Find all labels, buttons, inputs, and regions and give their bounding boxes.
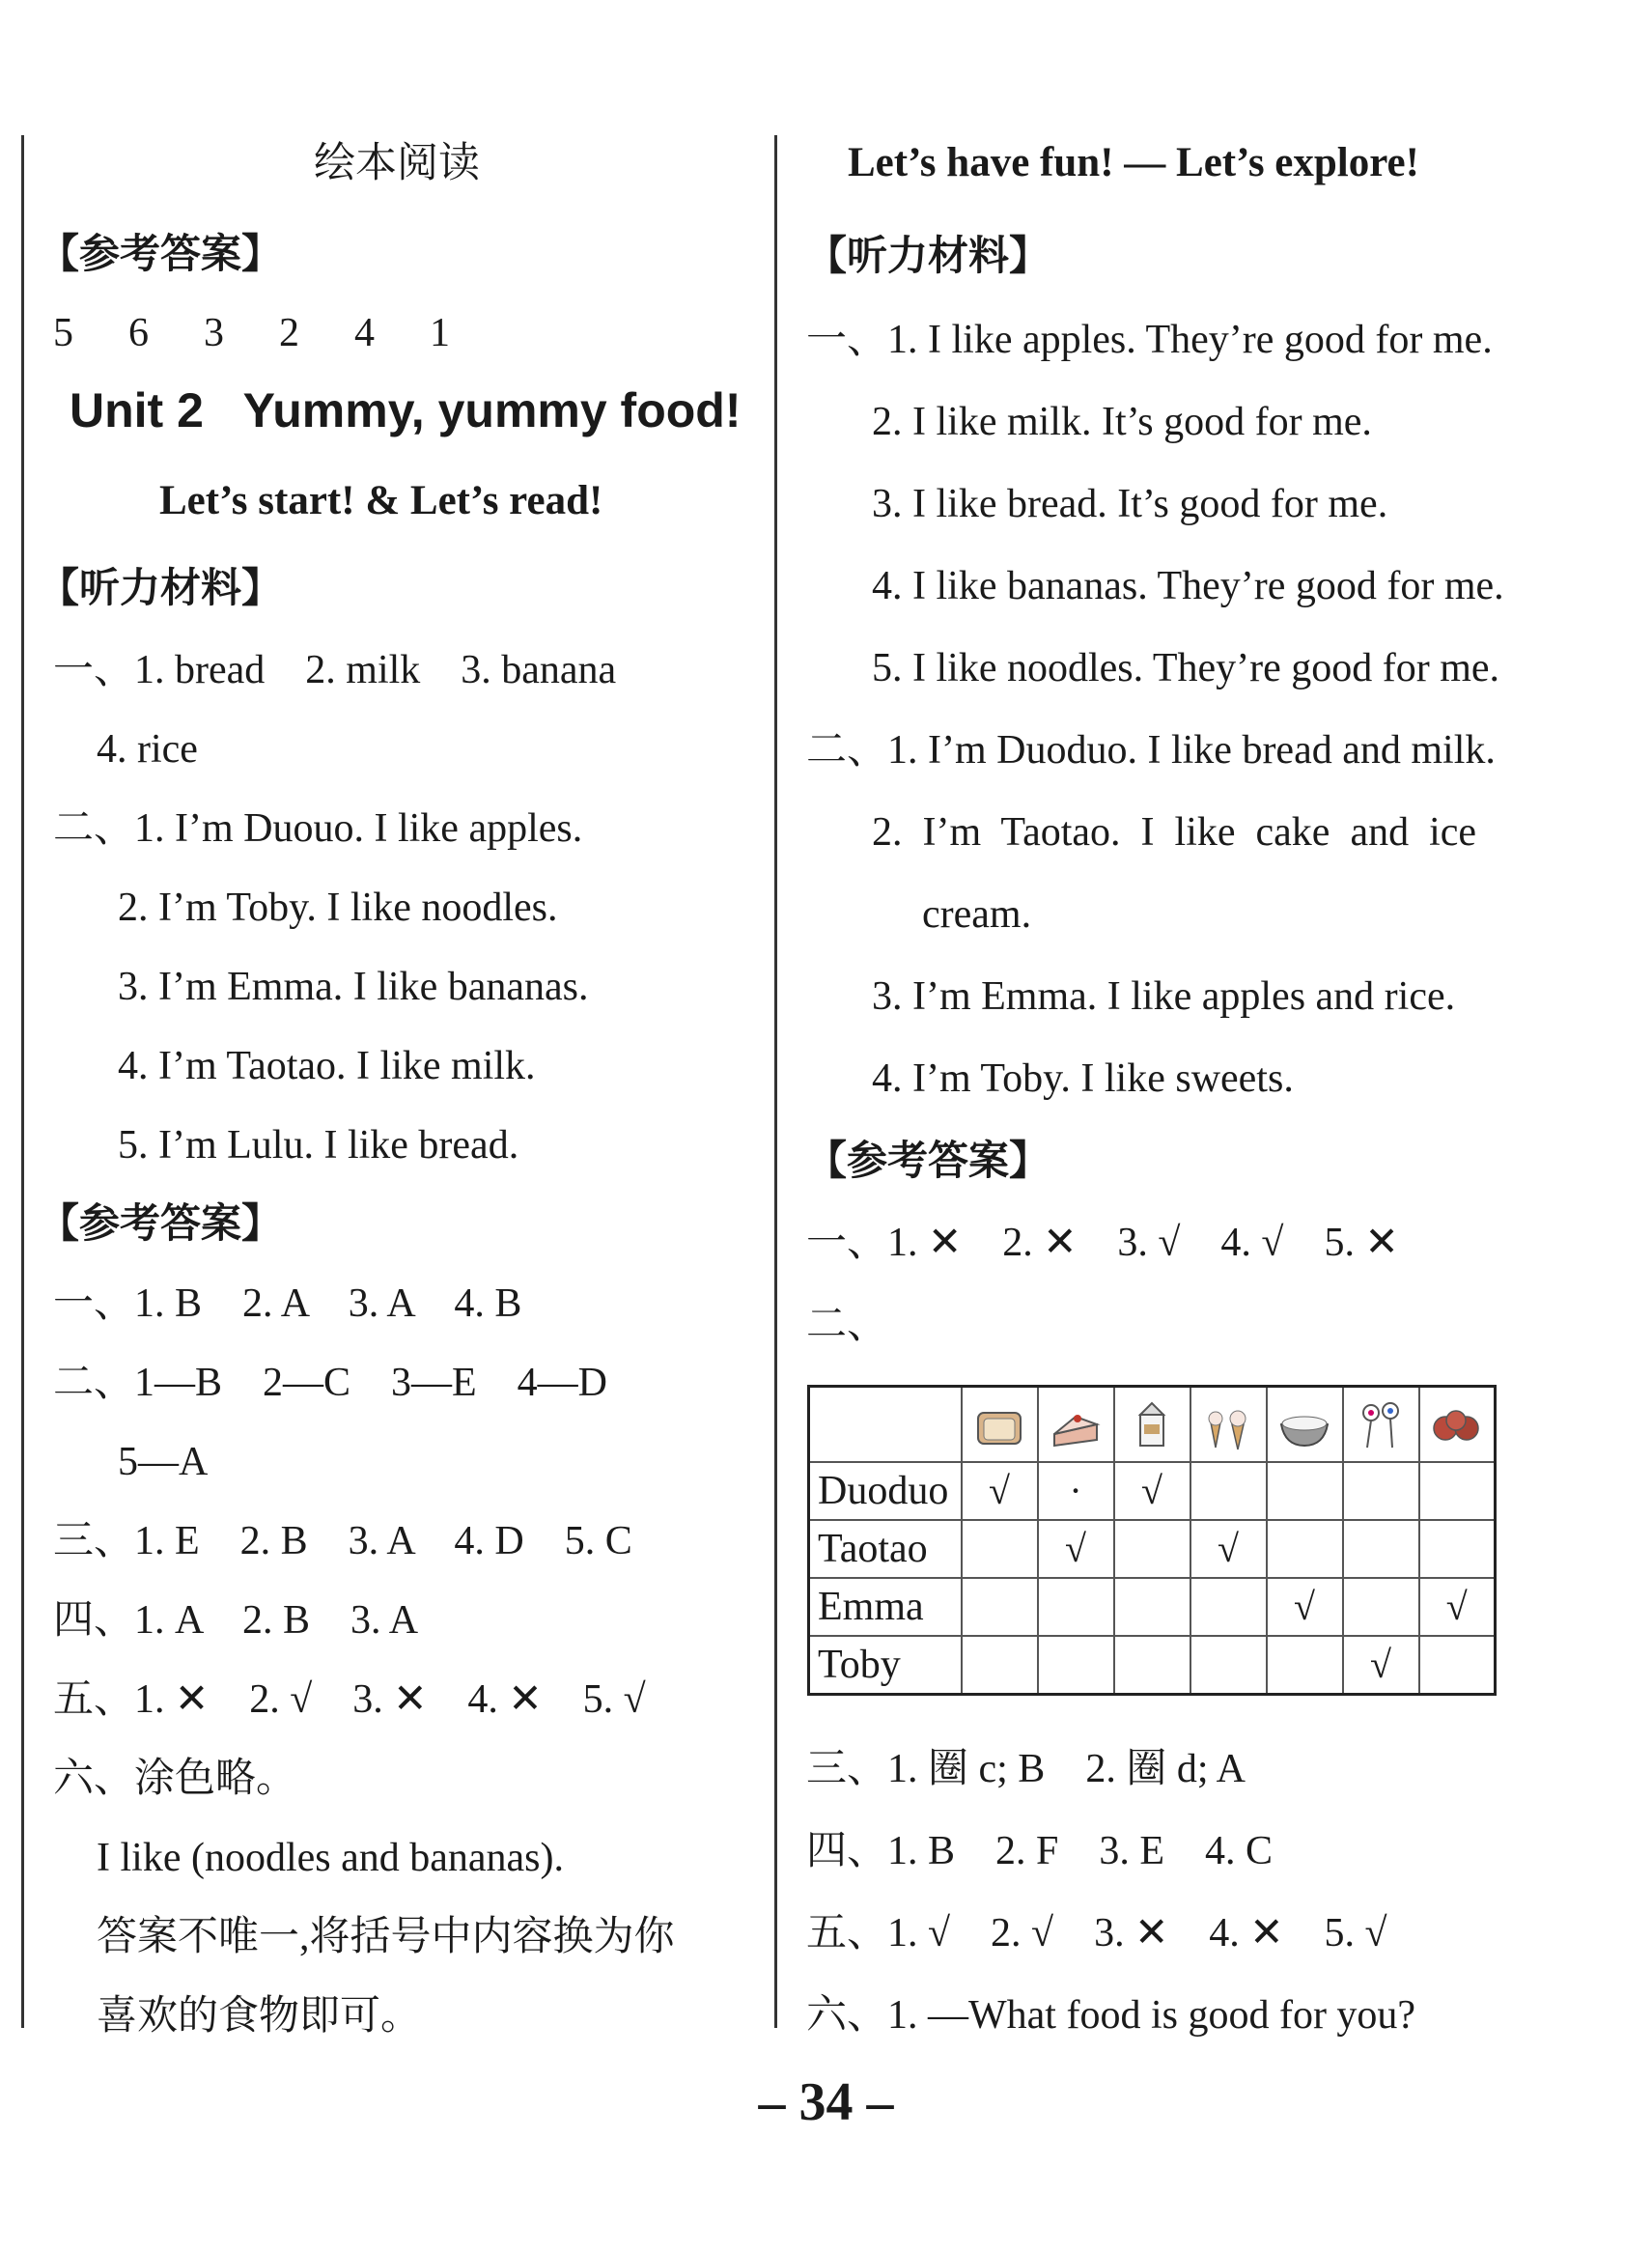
table-row xyxy=(809,1520,1496,1578)
milk-icon xyxy=(1123,1395,1181,1453)
answer-line: 喜欢的食物即可。 xyxy=(97,1994,422,2039)
table-cell xyxy=(1038,1578,1114,1636)
lesson-title-left: Let’s start! & Let’s read! xyxy=(159,478,603,523)
answer-line: 一、1. B 2. A 3. A 4. B xyxy=(53,1281,522,1326)
listening-line: 2. I’m Taotao. I like cake and ice xyxy=(872,810,1477,855)
table-header-cell xyxy=(1114,1387,1190,1462)
column-divider xyxy=(774,135,777,2028)
answer-line: 三、1. E 2. B 3. A 4. D 5. C xyxy=(53,1519,632,1563)
table-cell xyxy=(1114,1636,1190,1695)
answer-line: 答案不唯一,将括号中内容换为你 xyxy=(97,1915,675,1959)
table-cell xyxy=(1038,1636,1114,1695)
listening-line: 4. I’m Toby. I like sweets. xyxy=(872,1056,1294,1101)
table-row xyxy=(809,1636,1496,1695)
table-cell xyxy=(962,1520,1038,1578)
row-name: Taotao xyxy=(809,1520,962,1578)
listening-line: 2. I like milk. It’s good for me. xyxy=(872,400,1372,444)
table-cell xyxy=(1419,1636,1496,1695)
picture-book-title: 绘本阅读 xyxy=(314,139,480,187)
listening-line: 5. I’m Lulu. I like bread. xyxy=(118,1123,519,1168)
unit-title: Unit 2 Yummy, yummy food! xyxy=(70,383,742,437)
listening-line: 3. I like bread. It’s good for me. xyxy=(872,482,1388,526)
listening-line: 5. I like noodles. They’re good for me. xyxy=(872,646,1500,690)
table-cell: √ xyxy=(1038,1520,1114,1578)
answer-line: 5—A xyxy=(118,1440,209,1484)
answer-line: I like (noodles and bananas). xyxy=(97,1836,565,1880)
answer-line: 四、1. A 2. B 3. A xyxy=(53,1598,419,1643)
answer-line: 五、1. ✕ 2. √ 3. ✕ 4. ✕ 5. √ xyxy=(53,1677,646,1722)
listening-line: 3. I’m Emma. I like bananas. xyxy=(118,965,589,1009)
answer-line: 六、涂色略。 xyxy=(53,1757,297,1801)
answer-line: 六、1. —What food is good for you? xyxy=(806,1993,1416,2038)
cake-icon xyxy=(1047,1395,1105,1453)
row-name: Toby xyxy=(809,1636,962,1695)
table-header-row xyxy=(809,1387,1496,1462)
answer-line: 四、1. B 2. F 3. E 4. C xyxy=(806,1829,1274,1873)
table-cell: √ xyxy=(1190,1520,1267,1578)
table-cell: √ xyxy=(1419,1578,1496,1636)
answer-line: 二、1—B 2—C 3—E 4—D xyxy=(53,1361,608,1405)
table-cell xyxy=(1190,1578,1267,1636)
table-cell xyxy=(1343,1578,1419,1636)
listening-line: 二、1. I’m Duoduo. I like bread and milk. xyxy=(806,728,1496,773)
food-preference-table xyxy=(807,1385,1497,1696)
answers-heading-left: 【参考答案】 xyxy=(39,1199,283,1247)
answer-line: 三、1. 圈 c; B 2. 圈 d; A xyxy=(806,1747,1246,1791)
lesson-title-right: Let’s have fun! — Let’s explore! xyxy=(848,140,1419,185)
table-header-cell xyxy=(1419,1387,1496,1462)
table-cell: √ xyxy=(962,1462,1038,1520)
table-header-cell xyxy=(1267,1387,1343,1462)
table-header-cell xyxy=(1190,1387,1267,1462)
table-cell xyxy=(1267,1520,1343,1578)
listening-line: 2. I’m Toby. I like noodles. xyxy=(118,886,558,930)
listening-heading-right: 【听力材料】 xyxy=(806,232,1050,279)
answer-line: 一、1. ✕ 2. ✕ 3. √ 4. √ 5. ✕ xyxy=(806,1221,1399,1265)
answer-line: 二、 xyxy=(806,1303,888,1347)
table-header-cell xyxy=(1038,1387,1114,1462)
bread-icon xyxy=(970,1395,1028,1453)
row-name: Duoduo xyxy=(809,1462,962,1520)
table-cell xyxy=(962,1578,1038,1636)
ice-cream-icon xyxy=(1199,1395,1257,1453)
table-cell xyxy=(1114,1520,1190,1578)
listening-line: cream. xyxy=(922,892,1032,937)
table-header-cell xyxy=(1343,1387,1419,1462)
listening-line: 一、1. bread 2. milk 3. banana xyxy=(53,648,617,692)
table-cell xyxy=(962,1636,1038,1695)
apples-icon xyxy=(1428,1395,1486,1453)
table-cell xyxy=(1114,1578,1190,1636)
left-margin-rule xyxy=(21,135,24,2028)
listening-heading-left: 【听力材料】 xyxy=(39,564,283,611)
listening-line: 4. I’m Taotao. I like milk. xyxy=(118,1044,536,1088)
answer-line: 五、1. √ 2. √ 3. ✕ 4. ✕ 5. √ xyxy=(806,1911,1387,1956)
listening-line: 3. I’m Emma. I like apples and rice. xyxy=(872,974,1456,1019)
table-cell: √ xyxy=(1114,1462,1190,1520)
page-number: – 34 – xyxy=(758,2072,894,2132)
table-row xyxy=(809,1462,1496,1520)
listening-line: 一、1. I like apples. They’re good for me. xyxy=(806,318,1493,362)
listening-line: 4. I like bananas. They’re good for me. xyxy=(872,564,1504,608)
table-cell: · xyxy=(1038,1462,1114,1520)
rice-icon xyxy=(1275,1395,1333,1453)
sequence-answer: 5 6 3 2 4 1 xyxy=(53,311,450,355)
table-cell: √ xyxy=(1343,1636,1419,1695)
table-cell xyxy=(1190,1462,1267,1520)
table-header-cell xyxy=(962,1387,1038,1462)
table-cell xyxy=(1343,1520,1419,1578)
table-cell xyxy=(1267,1462,1343,1520)
table-cell xyxy=(1343,1462,1419,1520)
table-corner-cell xyxy=(809,1387,962,1462)
answers-heading-right: 【参考答案】 xyxy=(806,1137,1050,1184)
row-name: Emma xyxy=(809,1578,962,1636)
listening-line: 4. rice xyxy=(97,727,198,772)
table-cell xyxy=(1419,1462,1496,1520)
table-cell xyxy=(1267,1636,1343,1695)
table-cell: √ xyxy=(1267,1578,1343,1636)
table-cell xyxy=(1419,1520,1496,1578)
listening-line: 二、1. I’m Duouo. I like apples. xyxy=(53,806,583,851)
table-row xyxy=(809,1578,1496,1636)
ref-answer-heading-1: 【参考答案】 xyxy=(39,230,283,277)
sweets-icon xyxy=(1352,1395,1410,1453)
table-cell xyxy=(1190,1636,1267,1695)
